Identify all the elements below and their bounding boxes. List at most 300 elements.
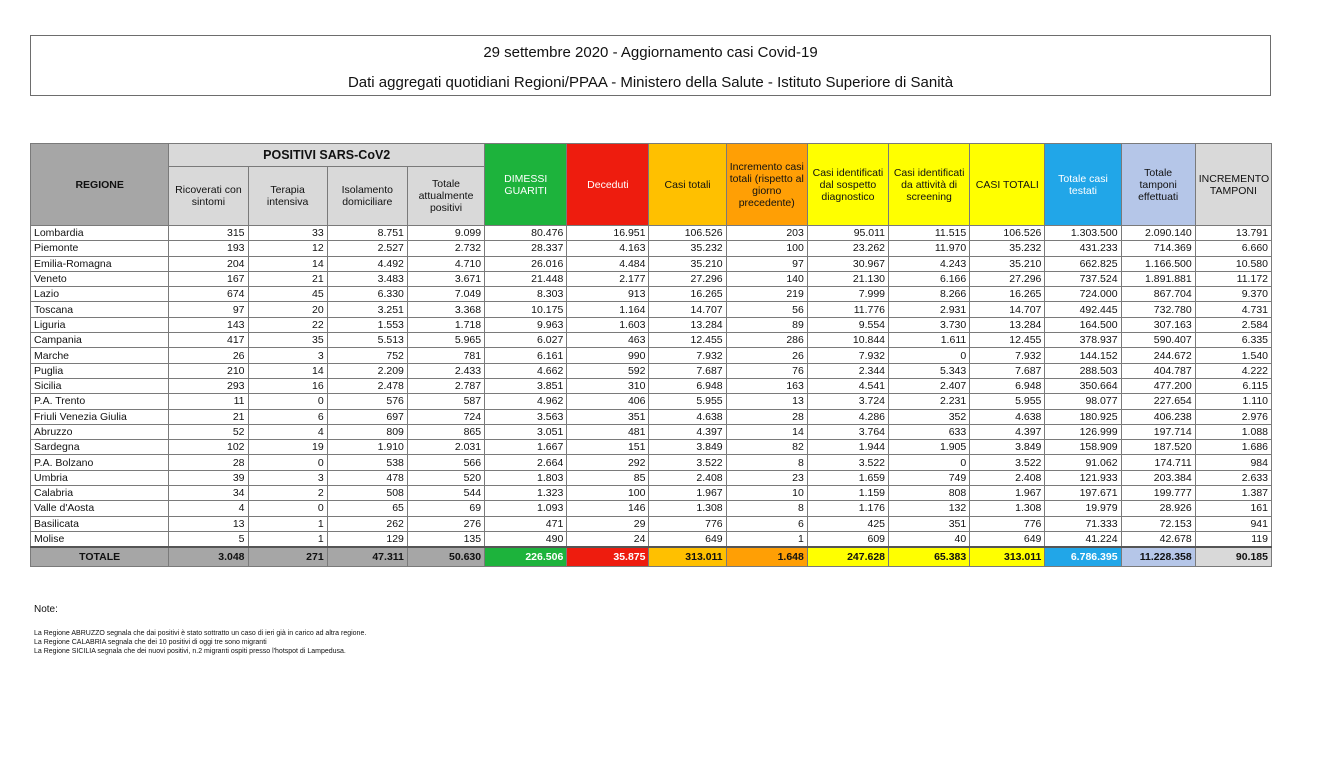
value-cell: 129	[327, 531, 407, 547]
value-cell: 1.110	[1195, 394, 1271, 409]
value-cell: 100	[567, 486, 649, 501]
value-cell: 85	[567, 470, 649, 485]
value-cell: 1	[726, 531, 807, 547]
value-cell: 2.177	[567, 271, 649, 286]
value-cell: 2.344	[807, 363, 888, 378]
value-cell: 3.522	[970, 455, 1045, 470]
value-cell: 286	[726, 333, 807, 348]
value-cell: 1.667	[485, 440, 567, 455]
value-cell: 4.638	[649, 409, 726, 424]
value-cell: 1.164	[567, 302, 649, 317]
value-cell: 576	[327, 394, 407, 409]
value-cell: 3.483	[327, 271, 407, 286]
value-cell: 9.963	[485, 317, 567, 332]
value-cell: 4.962	[485, 394, 567, 409]
value-cell: 1.088	[1195, 424, 1271, 439]
table-row	[31, 317, 1272, 332]
value-cell: 4.397	[649, 424, 726, 439]
value-cell: 492.445	[1045, 302, 1121, 317]
value-cell: 1.944	[807, 440, 888, 455]
value-cell: 22	[248, 317, 327, 332]
value-cell: 4.541	[807, 378, 888, 393]
value-cell: 288.503	[1045, 363, 1121, 378]
value-cell: 313.011	[970, 547, 1045, 567]
value-cell: 12.455	[649, 333, 726, 348]
header-terapia: Terapia intensiva	[248, 167, 327, 226]
value-cell: 1.803	[485, 470, 567, 485]
header-casi-totali: Casi totali	[649, 144, 726, 226]
value-cell: 35.210	[970, 256, 1045, 271]
value-cell: 91.062	[1045, 455, 1121, 470]
value-cell: 941	[1195, 516, 1271, 531]
region-cell: Marche	[31, 348, 169, 363]
value-cell: 6.161	[485, 348, 567, 363]
value-cell: 76	[726, 363, 807, 378]
value-cell: 6.948	[649, 378, 726, 393]
value-cell: 143	[169, 317, 248, 332]
value-cell: 313.011	[649, 547, 726, 567]
value-cell: 1.303.500	[1045, 226, 1121, 241]
value-cell: 6	[726, 516, 807, 531]
value-cell: 1.540	[1195, 348, 1271, 363]
value-cell: 2.931	[889, 302, 970, 317]
value-cell: 5.513	[327, 333, 407, 348]
value-cell: 35.210	[649, 256, 726, 271]
value-cell: 21	[169, 409, 248, 424]
value-cell: 6.786.395	[1045, 547, 1121, 567]
value-cell: 4.662	[485, 363, 567, 378]
value-cell: 1.659	[807, 470, 888, 485]
table-row	[31, 333, 1272, 348]
region-cell: Valle d'Aosta	[31, 501, 169, 516]
region-cell: Sardegna	[31, 440, 169, 455]
region-cell: P.A. Bolzano	[31, 455, 169, 470]
value-cell: 210	[169, 363, 248, 378]
value-cell: 2.633	[1195, 470, 1271, 485]
notes-title: Note:	[34, 604, 58, 615]
value-cell: 662.825	[1045, 256, 1121, 271]
value-cell: 431.233	[1045, 241, 1121, 256]
value-cell: 193	[169, 241, 248, 256]
value-cell: 41.224	[1045, 531, 1121, 547]
value-cell: 3	[248, 470, 327, 485]
value-cell: 14	[726, 424, 807, 439]
region-cell: Molise	[31, 531, 169, 547]
value-cell: 3	[248, 348, 327, 363]
value-cell: 3.368	[407, 302, 484, 317]
value-cell: 865	[407, 424, 484, 439]
value-cell: 404.787	[1121, 363, 1195, 378]
value-cell: 21	[248, 271, 327, 286]
value-cell: 2.584	[1195, 317, 1271, 332]
value-cell: 1.176	[807, 501, 888, 516]
value-cell: 13.284	[649, 317, 726, 332]
value-cell: 478	[327, 470, 407, 485]
value-cell: 5	[169, 531, 248, 547]
value-cell: 10	[726, 486, 807, 501]
value-cell: 2.408	[970, 470, 1045, 485]
value-cell: 2.209	[327, 363, 407, 378]
value-cell: 197.714	[1121, 424, 1195, 439]
value-cell: 39	[169, 470, 248, 485]
value-cell: 1.686	[1195, 440, 1271, 455]
value-cell: 2.031	[407, 440, 484, 455]
value-cell: 749	[889, 470, 970, 485]
region-cell: Campania	[31, 333, 169, 348]
value-cell: 9.099	[407, 226, 484, 241]
note-line: La Regione CALABRIA segnala che dei 10 positivi di oggi tre sono migranti	[34, 639, 267, 646]
value-cell: 35.875	[567, 547, 649, 567]
value-cell: 227.654	[1121, 394, 1195, 409]
value-cell: 14.707	[970, 302, 1045, 317]
value-cell: 293	[169, 378, 248, 393]
value-cell: 3.051	[485, 424, 567, 439]
value-cell: 674	[169, 287, 248, 302]
region-cell: Abruzzo	[31, 424, 169, 439]
value-cell: 2.787	[407, 378, 484, 393]
value-cell: 4.638	[970, 409, 1045, 424]
value-cell: 7.049	[407, 287, 484, 302]
value-cell: 590.407	[1121, 333, 1195, 348]
value-cell: 4.243	[889, 256, 970, 271]
value-cell: 21.130	[807, 271, 888, 286]
value-cell: 352	[889, 409, 970, 424]
value-cell: 11.776	[807, 302, 888, 317]
table-row	[31, 378, 1272, 393]
table-body	[31, 226, 1272, 567]
value-cell: 490	[485, 531, 567, 547]
value-cell: 1.718	[407, 317, 484, 332]
value-cell: 3.849	[970, 440, 1045, 455]
region-cell: Lazio	[31, 287, 169, 302]
notes	[34, 604, 366, 656]
header-deceduti: Deceduti	[567, 144, 649, 226]
value-cell: 714.369	[1121, 241, 1195, 256]
value-cell: 1.891.881	[1121, 271, 1195, 286]
value-cell: 1.553	[327, 317, 407, 332]
header-incremento-tamponi: INCREMENTO TAMPONI	[1195, 144, 1271, 226]
value-cell: 1.967	[649, 486, 726, 501]
value-cell: 19.979	[1045, 501, 1121, 516]
value-cell: 4.484	[567, 256, 649, 271]
value-cell: 23.262	[807, 241, 888, 256]
region-cell: Puglia	[31, 363, 169, 378]
value-cell: 16.265	[970, 287, 1045, 302]
value-cell: 132	[889, 501, 970, 516]
value-cell: 724	[407, 409, 484, 424]
header-incremento-casi: Incremento casi totali (rispetto al giorno precedente)	[726, 144, 807, 226]
value-cell: 310	[567, 378, 649, 393]
value-cell: 89	[726, 317, 807, 332]
value-cell: 3.724	[807, 394, 888, 409]
value-cell: 752	[327, 348, 407, 363]
value-cell: 65.383	[889, 547, 970, 567]
value-cell: 609	[807, 531, 888, 547]
value-cell: 95.011	[807, 226, 888, 241]
value-cell: 481	[567, 424, 649, 439]
value-cell: 649	[649, 531, 726, 547]
value-cell: 271	[248, 547, 327, 567]
header-totale-positivi: Totale attualmente positivi	[407, 167, 484, 226]
value-cell: 3.849	[649, 440, 726, 455]
value-cell: 14.707	[649, 302, 726, 317]
value-cell: 13	[169, 516, 248, 531]
value-cell: 52	[169, 424, 248, 439]
value-cell: 27.296	[970, 271, 1045, 286]
value-cell: 40	[889, 531, 970, 547]
value-cell: 737.524	[1045, 271, 1121, 286]
value-cell: 11.515	[889, 226, 970, 241]
table-row	[31, 241, 1272, 256]
value-cell: 307.163	[1121, 317, 1195, 332]
value-cell: 29	[567, 516, 649, 531]
value-cell: 6.335	[1195, 333, 1271, 348]
value-cell: 350.664	[1045, 378, 1121, 393]
region-cell: Sicilia	[31, 378, 169, 393]
value-cell: 2.664	[485, 455, 567, 470]
title-box	[30, 35, 1271, 96]
value-cell: 11	[169, 394, 248, 409]
value-cell: 97	[726, 256, 807, 271]
value-cell: 463	[567, 333, 649, 348]
value-cell: 35.232	[970, 241, 1045, 256]
page-title: 29 settembre 2020 - Aggiornamento casi Covid-19	[483, 44, 818, 61]
value-cell: 80.476	[485, 226, 567, 241]
value-cell: 0	[889, 348, 970, 363]
value-cell: 7.999	[807, 287, 888, 302]
value-cell: 21.448	[485, 271, 567, 286]
region-cell: Veneto	[31, 271, 169, 286]
value-cell: 7.932	[649, 348, 726, 363]
table-row	[31, 440, 1272, 455]
value-cell: 4	[169, 501, 248, 516]
value-cell: 1	[248, 516, 327, 531]
value-cell: 3.764	[807, 424, 888, 439]
note-line: La Regione SICILIA segnala che dei nuovi positivi, n.2 migranti ospiti presso l'hotspot di Lampedusa.	[34, 648, 346, 655]
value-cell: 4.731	[1195, 302, 1271, 317]
value-cell: 3.251	[327, 302, 407, 317]
header-regione: REGIONE	[31, 144, 169, 226]
header-testati: Totale casi testati	[1045, 144, 1121, 226]
value-cell: 315	[169, 226, 248, 241]
value-cell: 82	[726, 440, 807, 455]
value-cell: 6	[248, 409, 327, 424]
table-row	[31, 271, 1272, 286]
value-cell: 14	[248, 256, 327, 271]
value-cell: 425	[807, 516, 888, 531]
value-cell: 867.704	[1121, 287, 1195, 302]
value-cell: 100	[726, 241, 807, 256]
value-cell: 1.166.500	[1121, 256, 1195, 271]
value-cell: 1.603	[567, 317, 649, 332]
value-cell: 20	[248, 302, 327, 317]
value-cell: 35.232	[649, 241, 726, 256]
value-cell: 27.296	[649, 271, 726, 286]
value-cell: 167	[169, 271, 248, 286]
table-row	[31, 348, 1272, 363]
value-cell: 158.909	[1045, 440, 1121, 455]
value-cell: 247.628	[807, 547, 888, 567]
value-cell: 244.672	[1121, 348, 1195, 363]
value-cell: 0	[889, 455, 970, 470]
region-cell: Calabria	[31, 486, 169, 501]
value-cell: 90.185	[1195, 547, 1271, 567]
value-cell: 262	[327, 516, 407, 531]
value-cell: 2.976	[1195, 409, 1271, 424]
value-cell: 226.506	[485, 547, 567, 567]
value-cell: 203.384	[1121, 470, 1195, 485]
value-cell: 276	[407, 516, 484, 531]
value-cell: 180.925	[1045, 409, 1121, 424]
value-cell: 2.527	[327, 241, 407, 256]
header-casi-totali-2: CASI TOTALI	[970, 144, 1045, 226]
value-cell: 0	[248, 394, 327, 409]
value-cell: 520	[407, 470, 484, 485]
region-cell: Umbria	[31, 470, 169, 485]
value-cell: 3.048	[169, 547, 248, 567]
value-cell: 4	[248, 424, 327, 439]
value-cell: 508	[327, 486, 407, 501]
value-cell: 135	[407, 531, 484, 547]
value-cell: 1.648	[726, 547, 807, 567]
value-cell: 5.965	[407, 333, 484, 348]
value-cell: 35	[248, 333, 327, 348]
value-cell: 9.554	[807, 317, 888, 332]
table-row	[31, 394, 1272, 409]
header-sospetto: Casi identificati dal sospetto diagnostico	[807, 144, 888, 226]
value-cell: 69	[407, 501, 484, 516]
value-cell: 378.937	[1045, 333, 1121, 348]
value-cell: 72.153	[1121, 516, 1195, 531]
value-cell: 776	[970, 516, 1045, 531]
region-cell: Basilicata	[31, 516, 169, 531]
value-cell: 776	[649, 516, 726, 531]
value-cell: 544	[407, 486, 484, 501]
value-cell: 9.370	[1195, 287, 1271, 302]
value-cell: 4.710	[407, 256, 484, 271]
value-cell: 6.948	[970, 378, 1045, 393]
value-cell: 697	[327, 409, 407, 424]
value-cell: 10.844	[807, 333, 888, 348]
value-cell: 219	[726, 287, 807, 302]
value-cell: 8	[726, 501, 807, 516]
value-cell: 406.238	[1121, 409, 1195, 424]
value-cell: 16.951	[567, 226, 649, 241]
value-cell: 146	[567, 501, 649, 516]
value-cell: 2.407	[889, 378, 970, 393]
value-cell: 5.955	[649, 394, 726, 409]
value-cell: 163	[726, 378, 807, 393]
value-cell: 990	[567, 348, 649, 363]
value-cell: 2.732	[407, 241, 484, 256]
value-cell: 7.687	[649, 363, 726, 378]
header-tamponi: Totale tamponi effettuati	[1121, 144, 1195, 226]
value-cell: 3.671	[407, 271, 484, 286]
value-cell: 24	[567, 531, 649, 547]
header-positivi-group: POSITIVI SARS-CoV2	[169, 144, 485, 167]
header-dimessi: DIMESSI GUARITI	[485, 144, 567, 226]
value-cell: 144.152	[1045, 348, 1121, 363]
value-cell: 1.910	[327, 440, 407, 455]
value-cell: 199.777	[1121, 486, 1195, 501]
value-cell: 102	[169, 440, 248, 455]
value-cell: 164.500	[1045, 317, 1121, 332]
value-cell: 4.492	[327, 256, 407, 271]
note-line: La Regione ABRUZZO segnala che dai positivi è stato sottratto un caso di ieri già in carico ad altra regione.	[34, 630, 367, 637]
table-row	[31, 302, 1272, 317]
value-cell: 26	[726, 348, 807, 363]
value-cell: 126.999	[1045, 424, 1121, 439]
value-cell: 174.711	[1121, 455, 1195, 470]
value-cell: 12	[248, 241, 327, 256]
table-row	[31, 409, 1272, 424]
header-ricoverati: Ricoverati con sintomi	[169, 167, 248, 226]
value-cell: 3.730	[889, 317, 970, 332]
value-cell: 28.926	[1121, 501, 1195, 516]
page-subtitle: Dati aggregati quotidiani Regioni/PPAA - Ministero della Salute - Istituto Superiore di Sanità	[347, 74, 954, 91]
value-cell: 6.166	[889, 271, 970, 286]
value-cell: 913	[567, 287, 649, 302]
value-cell: 28.337	[485, 241, 567, 256]
covid-data-table	[30, 143, 1272, 567]
value-cell: 13	[726, 394, 807, 409]
value-cell: 5.955	[970, 394, 1045, 409]
table-row	[31, 486, 1272, 501]
region-cell: Toscana	[31, 302, 169, 317]
region-cell: Friuli Venezia Giulia	[31, 409, 169, 424]
value-cell: 106.526	[970, 226, 1045, 241]
value-cell: 7.932	[970, 348, 1045, 363]
value-cell: 2.231	[889, 394, 970, 409]
value-cell: 3.851	[485, 378, 567, 393]
value-cell: 45	[248, 287, 327, 302]
value-cell: 633	[889, 424, 970, 439]
value-cell: 34	[169, 486, 248, 501]
value-cell: 4.222	[1195, 363, 1271, 378]
value-cell: 26	[169, 348, 248, 363]
table-row	[31, 287, 1272, 302]
value-cell: 3.522	[807, 455, 888, 470]
value-cell: 151	[567, 440, 649, 455]
value-cell: 26.016	[485, 256, 567, 271]
region-cell: Lombardia	[31, 226, 169, 241]
value-cell: 3.563	[485, 409, 567, 424]
value-cell: 106.526	[649, 226, 726, 241]
value-cell: 98.077	[1045, 394, 1121, 409]
value-cell: 538	[327, 455, 407, 470]
table-row	[31, 455, 1272, 470]
value-cell: 1.308	[970, 501, 1045, 516]
value-cell: 781	[407, 348, 484, 363]
value-cell: 8	[726, 455, 807, 470]
value-cell: 42.678	[1121, 531, 1195, 547]
value-cell: 6.330	[327, 287, 407, 302]
table-row	[31, 531, 1272, 547]
value-cell: 47.311	[327, 547, 407, 567]
table-row	[31, 470, 1272, 485]
header-isolamento: Isolamento domiciliare	[327, 167, 407, 226]
value-cell: 351	[889, 516, 970, 531]
value-cell: 8.266	[889, 287, 970, 302]
value-cell: 1	[248, 531, 327, 547]
value-cell: 7.687	[970, 363, 1045, 378]
value-cell: 8.751	[327, 226, 407, 241]
value-cell: 119	[1195, 531, 1271, 547]
value-cell: 11.228.358	[1121, 547, 1195, 567]
value-cell: 203	[726, 226, 807, 241]
region-cell: Emilia-Romagna	[31, 256, 169, 271]
value-cell: 2.478	[327, 378, 407, 393]
